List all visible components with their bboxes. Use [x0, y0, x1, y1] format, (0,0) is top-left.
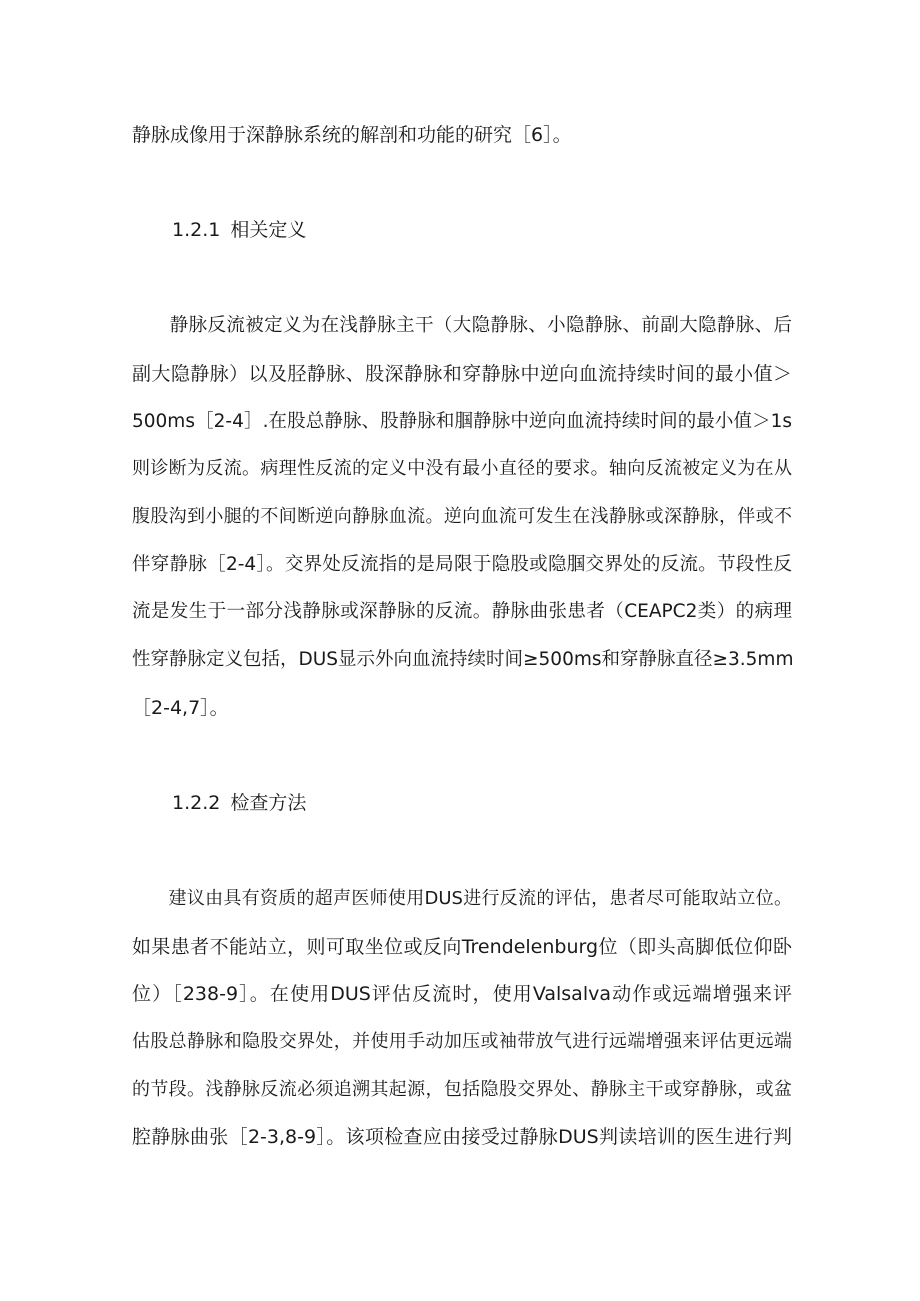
section-number: 1.2.2: [172, 792, 221, 814]
paragraph-line: 性穿静脉定义包括，DUS显示外向血流持续时间≥500ms和穿静脉直径≥3.5mm: [132, 649, 794, 670]
paragraph-line: 伴穿静脉［2-4］。交界处反流指的是局限于隐股或隐腘交界处的反流。节段性反: [132, 554, 792, 575]
paragraph-line: ［2-4,7］。: [132, 697, 229, 719]
paragraph-line: 腔静脉曲张［2-3,8-9］。该项检查应由接受过静脉DUS判读培训的医生进行判: [132, 1126, 792, 1148]
paragraph-line: 500ms［2-4］.在股总静脉、股静脉和腘静脉中逆向血流持续时间的最小值＞1s: [132, 411, 792, 432]
paragraph-line: 副大隐静脉）以及胫静脉、股深静脉和穿静脉中逆向血流持续时间的最小值＞: [132, 363, 792, 385]
section-heading-methods: [172, 789, 306, 817]
paragraph-line: 流是发生于一部分浅静脉或深静脉的反流。静脉曲张患者（CEAPC2类）的病理: [132, 601, 792, 622]
paragraph-line: 如果患者不能站立，则可取坐位或反向Trendelenburg位（即头高脚低位仰卧: [132, 936, 792, 958]
paragraph-line: 腹股沟到小腿的不间断逆向静脉血流。逆向血流可发生在浅静脉或深静脉，伴或不: [132, 506, 792, 527]
paragraph-line: 估股总静脉和隐股交界处，并使用手动加压或袖带放气进行远端增强来评估更远端: [132, 1031, 792, 1052]
section-title: 相关定义: [230, 219, 307, 241]
paragraph-line-intro: 静脉成像用于深静脉系统的解剖和功能的研究［6］。: [132, 124, 572, 146]
paragraph-line: 则诊断为反流。病理性反流的定义中没有最小直径的要求。轴向反流被定义为在从: [132, 458, 792, 479]
section-title: 检查方法: [230, 792, 307, 814]
paragraph-line: 建议由具有资质的超声医师使用DUS进行反流的评估，患者尽可能取站立位。: [132, 888, 792, 909]
section-heading-definitions: [172, 216, 306, 244]
paragraph-line: 位）［238-9］。在使用DUS评估反流时，使用Valsalva动作或远端增强来评: [132, 983, 792, 1005]
paragraph-line: 的节段。浅静脉反流必须追溯其起源，包括隐股交界处、静脉主干或穿静脉，或盆: [132, 1079, 792, 1100]
paragraph-line: 静脉反流被定义为在浅静脉主干（大隐静脉、小隐静脉、前副大隐静脉、后: [132, 315, 792, 336]
section-number: 1.2.1: [172, 219, 221, 241]
